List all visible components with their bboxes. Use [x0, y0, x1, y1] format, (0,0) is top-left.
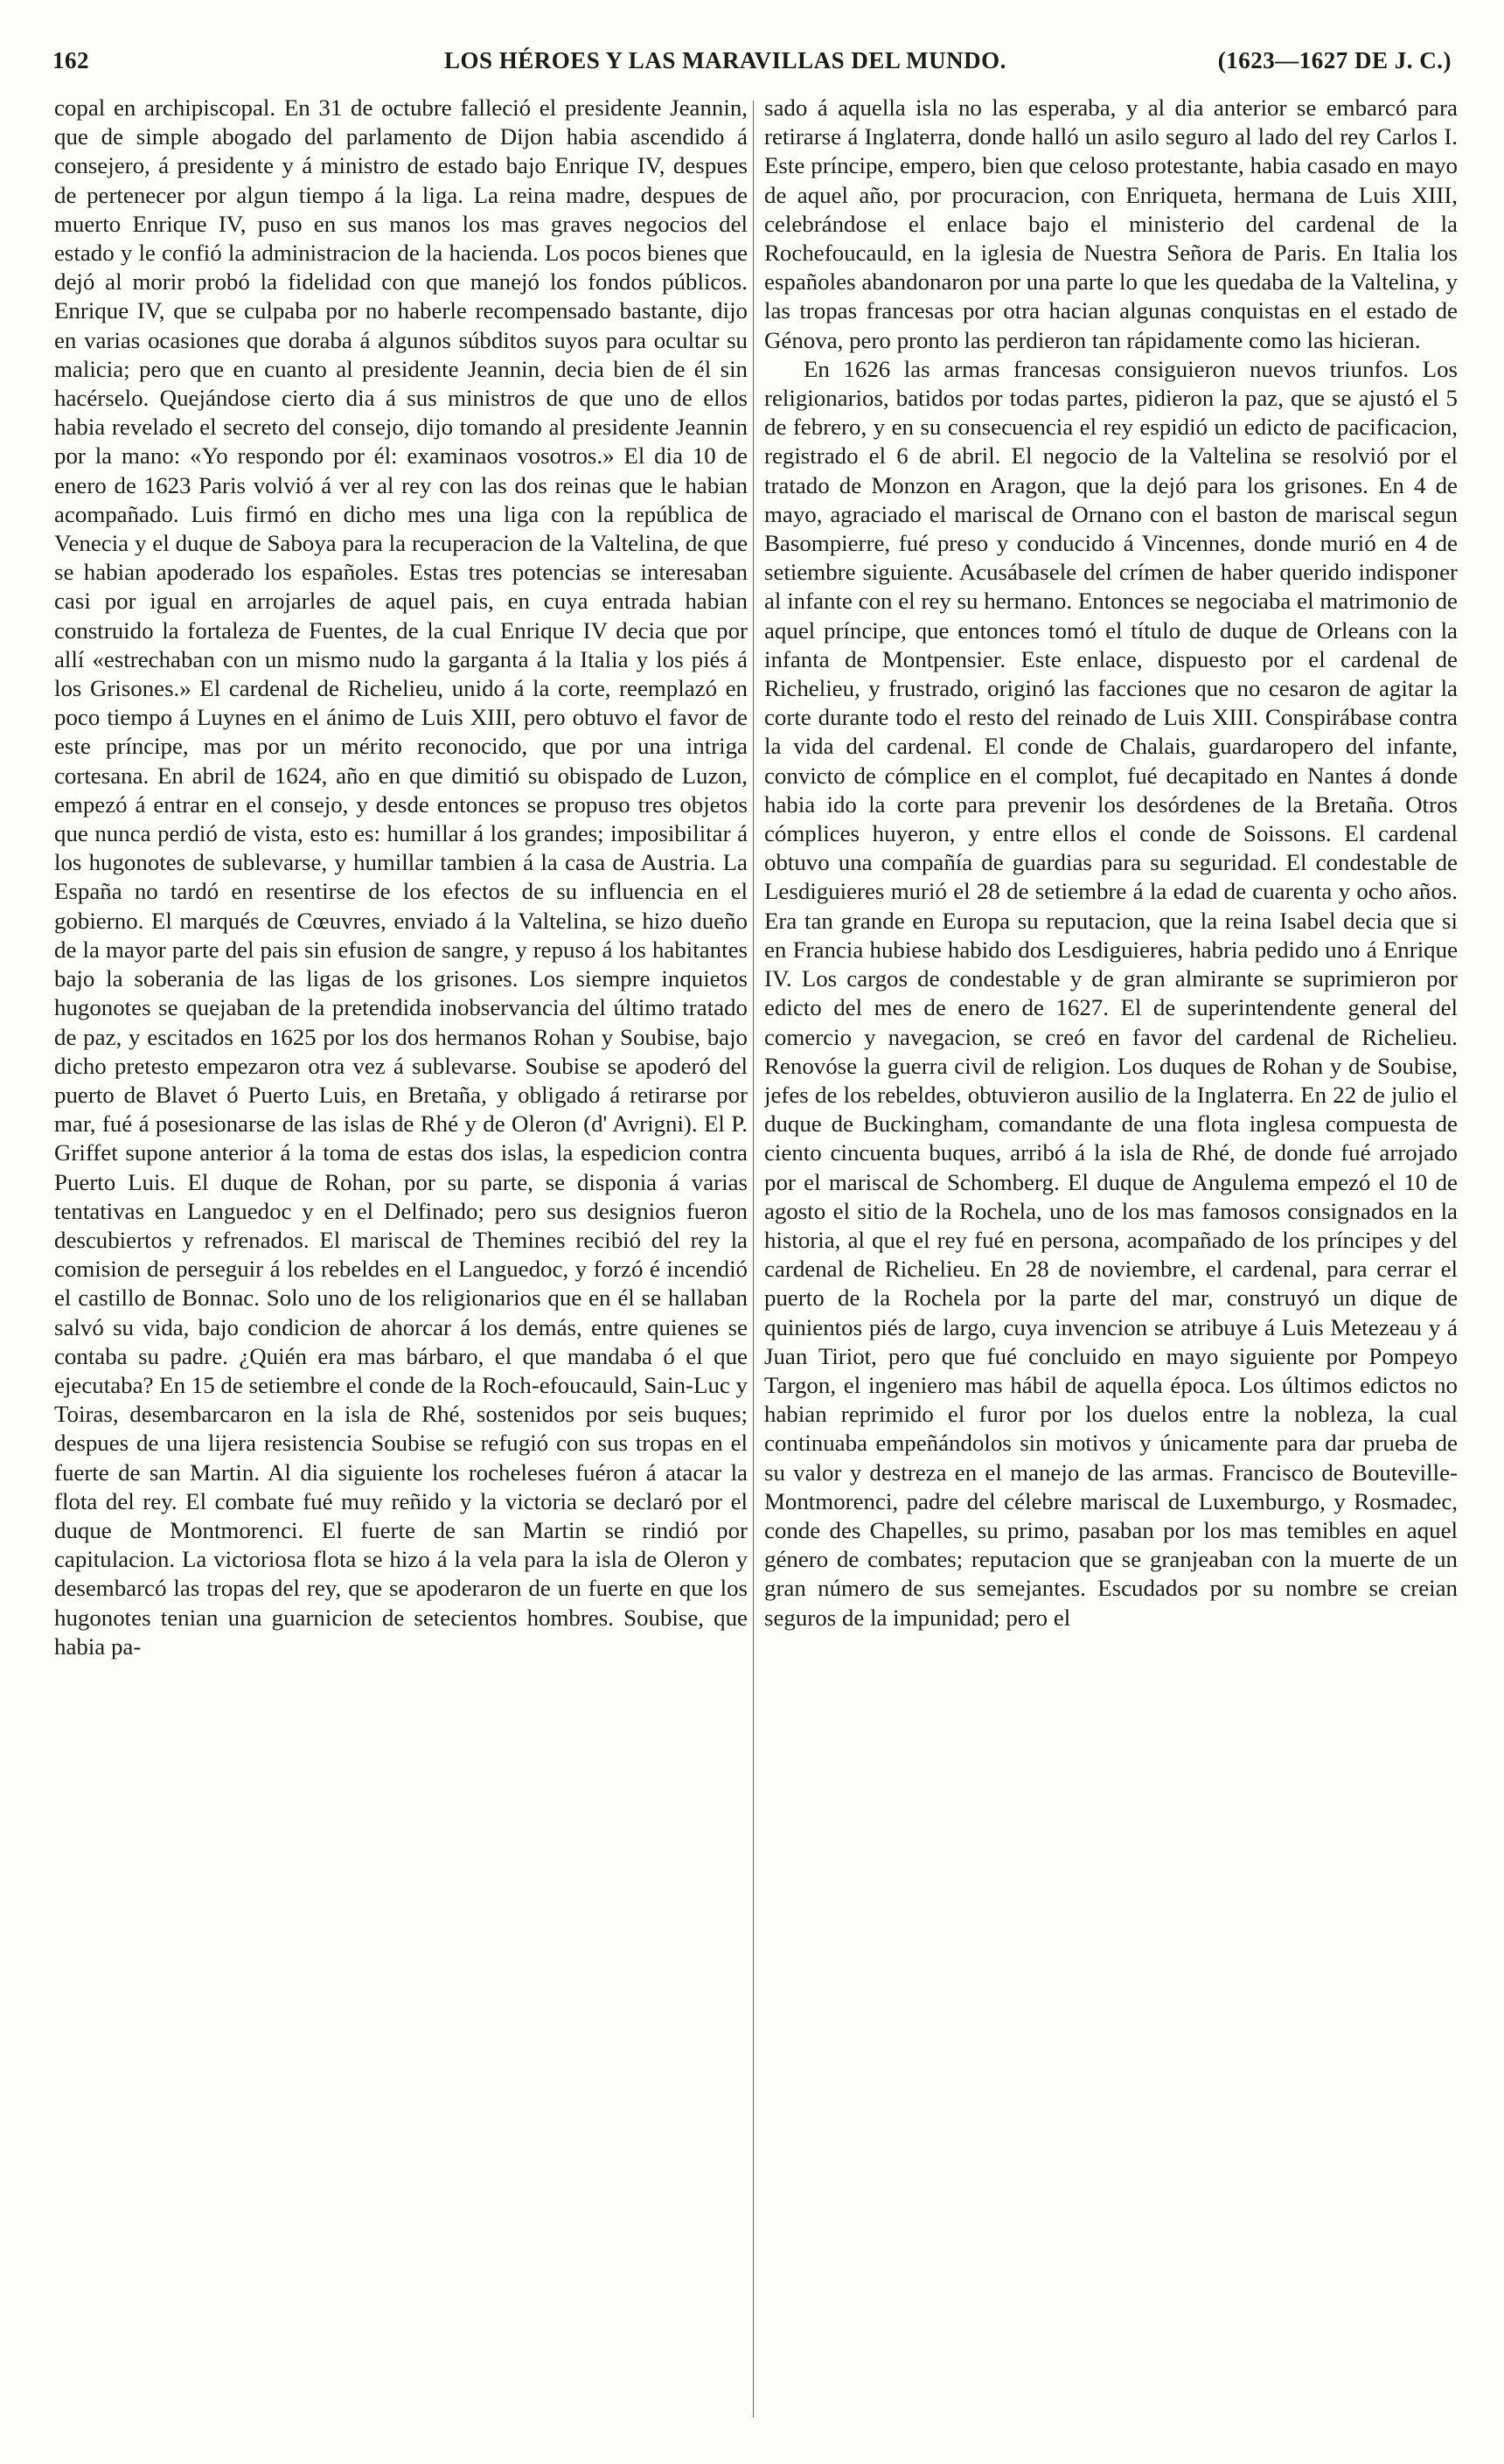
- date-range: (1623—1627 DE J. C.): [1217, 47, 1452, 73]
- left-column: [54, 94, 748, 2437]
- page-number: 162: [52, 47, 89, 73]
- left-column-paragraph-1: copal en archipiscopal. En 31 de octubre falleció el presidente Jeannin, que de simple abogado del parlamento de Dijon habia ascendido á consejero, á presidente y á ministro de estado bajo Enrique IV, despues de pertenecer por algun tiempo á la liga. La reina madre, despues de muerto Enrique IV, puso en sus manos los mas graves negocios del estado y le confió la administracion de la hacienda. Los pocos bienes que dejó al morir probó la fidelidad con que manejó los fondos públicos. Enrique IV, que se culpaba por no haberle recompensado bastante, dijo en varias ocasiones que doraba á algunos súbditos suyos para ocultar su malicia; pero que en cuanto al presidente Jeannin, decia bien de él sin hacérselo. Quejándose cierto dia á sus ministros de que uno de ellos habia revelado el secreto del consejo, dijo tomando al presidente Jeannin por la mano: «Yo respondo por él: examinaos vosotros.» El dia 10 de enero de 1623 Paris volvió á ver al rey con las dos reinas que le habian acompañado. Luis firmó en dicho mes una liga con la república de Venecia y el duque de Saboya para la recuperacion de la Valtelina, de que se habian apoderado los españoles. Estas tres potencias se interesaban casi por igual en arrojarles de aquel pais, en cuya entrada habian construido la fortaleza de Fuentes, de la cual Enrique IV decia que por allí «estrechaban con un mismo nudo la garganta á la Italia y los piés á los Grisones.» El cardenal de Richelieu, unido á la corte, reemplazó en poco tiempo á Luynes en el ánimo de Luis XIII, pero obtuvo el favor de este príncipe, mas por un mérito reconocido, que por una intriga cortesana. En abril de 1624, año en que dimitió su obispado de Luzon, empezó á entrar en el consejo, y desde entonces se propuso tres objetos que nunca perdió de vista, esto es: humillar á los grandes; imposibilitar á los hugonotes de sublevarse, y humillar tambien á la casa de Austria. La España no tardó en resentirse de los efectos de su influencia en el gobierno. El marqués de Cœuvres, enviado á la Valtelina, se hizo dueño de la mayor parte del pais sin efusion de sangre, y repuso á los habitantes bajo la soberania de las ligas de los grisones. Los siempre inquietos hugonotes se quejaban de la pretendida inobservancia del último tratado de paz, y escitados en 1625 por los dos hermanos Rohan y Soubise, bajo dicho pretesto empezaron otra vez á sublevarse. Soubise se apoderó del puerto de Blavet ó Puerto Luis, en Bretaña, y obligado á retirarse por mar, fué á posesionarse de las islas de Rhé y de Oleron (d' Avrigni). El P. Griffet supone anterior á la toma de estas dos islas, la espedicion contra Puerto Luis. El duque de Rohan, por su parte, se disponia á varias tentativas en Languedoc y en el Delfinado; pero sus designios fueron descubiertos y refrenados. El mariscal de Themines recibió del rey la comision de perseguir á los rebeldes en el Languedoc, y forzó é incendió el castillo de Bonnac. Solo uno de los religionarios que en él se hallaban salvó su vida, bajo condicion de ahorcar á los demás, entre quienes se contaba su padre. ¿Quién era mas bárbaro, el que mandaba ó el que ejecutaba? En 15 de setiembre el conde de la Roch-efoucauld, Sain-Luc y Toiras, desembarcaron en la isla de Rhé, sostenidos por seis buques; despues de una lijera resistencia Soubise se refugió con sus tropas en el fuerte de san Martin. Al dia siguiente los rocheleses fuéron á atacar la flota del rey. El combate fué muy reñido y la victoria se declaró por el duque de Montmorenci. El fuerte de san Martin se rindió por capitulacion. La victoriosa flota se hizo á la vela para la isla de Oleron y desembarcó las tropas del rey, que se apoderaron de un fuerte en que los hugonotes tenian una guarnicion de setecientos hombres. Soubise, que habia pa-: [54, 94, 748, 1660]
- right-column-paragraph-2: En 1626 las armas francesas consiguieron nuevos triunfos. Los religionarios, batidos por todas partes, pidieron la paz, que se ajustó el 5 de febrero, y en su consecuencia el rey espidió un edicto de pacificacion, registrado el 6 de abril. El negocio de la Valtelina se resolvió por el tratado de Monzon en Aragon, que la dejó para los grisones. En 4 de mayo, agraciado el mariscal de Ornano con el baston de mariscal segun Basompierre, fué preso y conducido á Vincennes, donde murió en 4 de setiembre siguiente. Acusábasele del crímen de haber querido indisponer al infante con el rey su hermano. Entonces se negociaba el matrimonio de aquel príncipe, que entonces tomó el título de duque de Orleans con la infanta de Montpensier. Este enlace, dispuesto por el cardenal de Richelieu, y frustrado, originó las facciones que no cesaron de agitar la corte durante todo el resto del reinado de Luis XIII. Conspirábase contra la vida del cardenal. El conde de Chalais, guardaropero del infante, convicto de cómplice en el complot, fué decapitado en Nantes á donde habia ido la corte para prevenir los desórdenes de la Bretaña. Otros cómplices huyeron, y entre ellos el conde de Soissons. El cardenal obtuvo una compañía de guardias para su seguridad. El condestable de Lesdiguieres murió el 28 de setiembre á la edad de cuarenta y ocho años. Era tan grande en Europa su reputacion, que la reina Isabel decia que si en Francia hubiese habido dos Lesdiguieres, habria pedido uno á Enrique IV. Los cargos de condestable y de gran almirante se suprimieron por edicto del mes de enero de 1627. El de superintendente general del comercio y navegacion, se creó en favor del cardenal de Richelieu. Renovóse la guerra civil de religion. Los duques de Rohan y de Soubise, jefes de los rebeldes, obtuvieron ausilio de la Inglaterra. En 22 de julio el duque de Buckingham, comandante de una flota inglesa compuesta de ciento cincuenta buques, arribó á la isla de Rhé, de donde fué arrojado por el mariscal de Schomberg. El duque de Angulema empezó el 10 de agosto el sitio de la Rochela, uno de los mas famosos consignados en la historia, al que el rey fué en persona, acompañado de los príncipes y del cardenal de Richelieu. En 28 de noviembre, el cardenal, para cerrar el puerto de la Rochela por la parte del mar, construyó un dique de quinientos piés de largo, cuya invencion se atribuye á Luis Metezeau y á Juan Tiriot, pero que fué concluido en mayo siguiente por Pompeyo Targon, el ingeniero mas hábil de aquella época. Los últimos edictos no habian reprimido el furor por los duelos entre la nobleza, la cual continuaba empeñándolos sin motivos y únicamente para dar prueba de su valor y destreza en el manejo de las armas. Francisco de Bouteville-Montmorenci, padre del célebre mariscal de Luxemburgo, y Rosmadec, conde des Chapelles, su primo, pasaban por los mas temibles en aquel género de combates; reputacion que se granjeaban con la muerte de un gran número de sus semejantes. Escudados por su nombre se creian seguros de la impunidad; pero el: [764, 355, 1458, 1631]
- running-title: LOS HÉROES Y LAS MARAVILLAS DEL MUNDO.: [444, 47, 1006, 73]
- right-column: [764, 94, 1458, 2437]
- page-header: [52, 44, 1452, 87]
- right-column-paragraph-1: sado á aquella isla no las esperaba, y al dia anterior se embarcó para retirarse á Inglaterra, donde halló un asilo seguro al lado del rey Carlos I. Este príncipe, empero, bien que celoso protestante, habia casado en mayo de aquel año, por procuracion, con Enriqueta, hermana de Luis XIII, celebrándose el enlace bajo el ministerio del cardenal de la Rochefoucauld, en la iglesia de Nuestra Señora de Paris. En Italia los españoles abandonaron por una parte lo que les quedaba de la Valtelina, y las tropas francesas por otra hacian algunas conquistas en el estado de Génova, pero pronto las perdieron tan rápidamente como las hicieran.: [764, 94, 1458, 353]
- column-divider: [753, 101, 754, 2418]
